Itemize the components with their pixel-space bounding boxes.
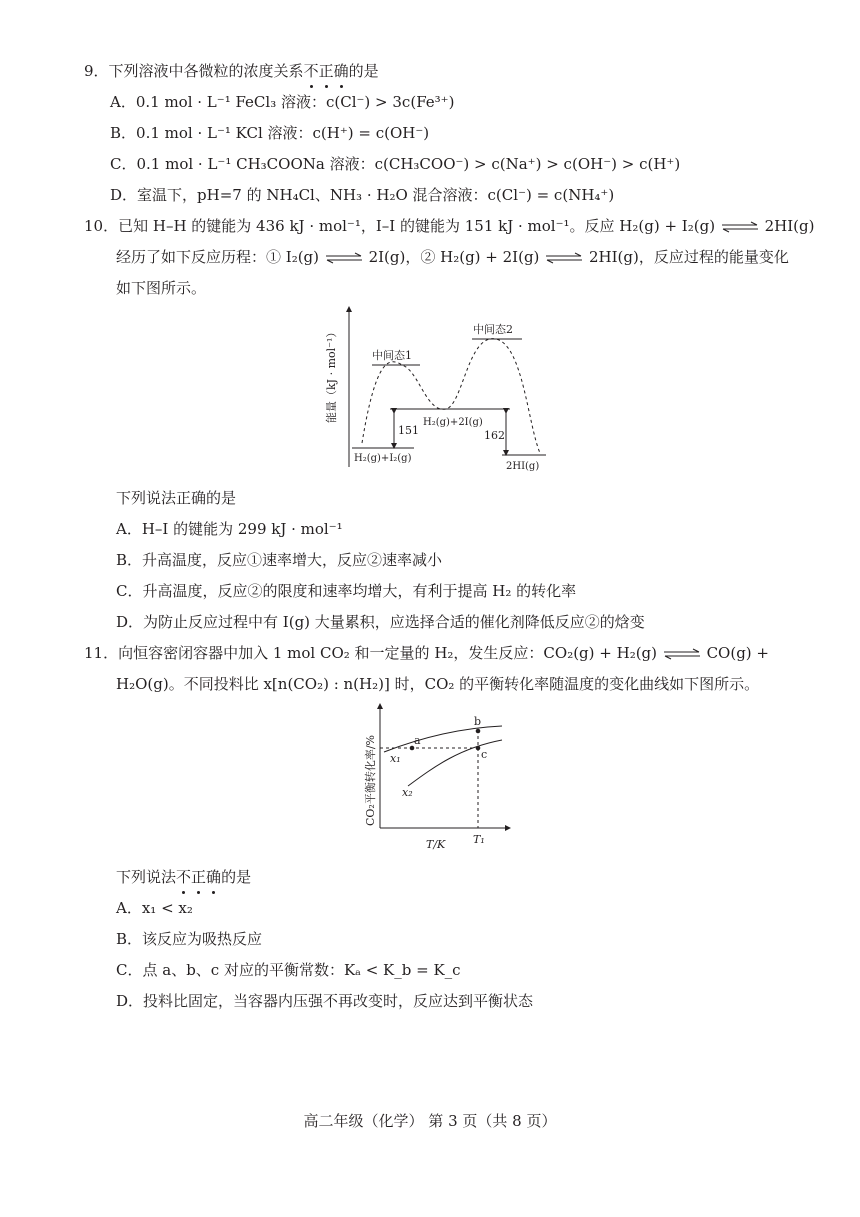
label-start: H₂(g)+I₂(g) — [354, 453, 412, 464]
label-151: 151 — [398, 424, 419, 437]
q9-emphasis: 不正确 — [303, 62, 349, 80]
q10-option-b: B．升高温度，反应①速率增大，反应②速率减小 — [116, 551, 443, 569]
page-footer: 高二年级（化学） 第 3 页（共 8 页） — [303, 1112, 557, 1130]
q10-line1: 10．已知 H–H 的键能为 436 kJ · mol⁻¹，I–I 的键能为 151 kJ · mol⁻¹。反应 H₂(g) + I₂(g) 2HI(g) — [84, 217, 815, 235]
q10-number: 10． — [84, 217, 119, 235]
q11-emphasis: 不正确 — [176, 868, 222, 886]
q11-number: 11． — [84, 644, 119, 662]
graph-ylabel: CO₂平衡转化率/% — [364, 734, 377, 826]
label-x2: x₂ — [402, 786, 413, 799]
label-c: c — [481, 748, 488, 761]
q10-option-d: D．为防止反应过程中有 I(g) 大量累积，应选择合适的催化剂降低反应②的焓变 — [116, 613, 645, 631]
q9-option-b: B．0.1 mol · L⁻¹ KCl 溶液：c(H⁺) = c(OH⁻) — [110, 124, 430, 142]
label-162: 162 — [484, 429, 505, 442]
q10-option-c: C．升高温度，反应②的限度和速率均增大，有利于提高 H₂ 的转化率 — [116, 582, 577, 600]
label-x1: x₁ — [390, 752, 401, 765]
point-c — [476, 746, 481, 751]
q9-option-a: A．0.1 mol · L⁻¹ FeCl₃ 溶液：c(Cl⁻) > 3c(Fe³⁺) — [110, 93, 455, 111]
q10-ask: 下列说法正确的是 — [116, 489, 237, 507]
q9-stem: 9．下列溶液中各微粒的浓度关系不正确的是 — [84, 62, 379, 80]
label-t1: T₁ — [473, 833, 485, 846]
label-ts1: 中间态1 — [372, 349, 412, 362]
equilibrium-arrow-icon — [662, 648, 702, 660]
diagram-ylabel: 能量（kJ · mol⁻¹） — [325, 326, 338, 423]
q11-line2: H₂O(g)。不同投料比 x[n(CO₂) : n(H₂)] 时，CO₂ 的平衡转化率随温度的变化曲线如下图所示。 — [116, 675, 760, 693]
q11-line1: 11．向恒容密闭容器中加入 1 mol CO₂ 和一定量的 H₂，发生反应：CO₂(g) + H₂(g) CO(g) + — [84, 644, 769, 662]
equilibrium-arrow-icon — [324, 252, 364, 264]
label-b: b — [474, 715, 482, 728]
point-b — [476, 729, 481, 734]
q11-option-b: B．该反应为吸热反应 — [116, 930, 263, 948]
q11-option-a: A．x₁ < x₂ — [116, 899, 193, 917]
label-xaxis: T/K — [426, 838, 446, 851]
equilibrium-arrow-icon — [544, 252, 584, 264]
q10-line2: 经历了如下反应历程：① I₂(g) 2I(g)，② H₂(g) + 2I(g) 2HI(g)，反应过程的能量变化 — [116, 248, 789, 266]
label-a: a — [414, 734, 421, 747]
label-mid: H₂(g)+2I(g) — [423, 417, 483, 428]
curve-x2 — [408, 740, 502, 786]
q9-option-c: C．0.1 mol · L⁻¹ CH₃COONa 溶液：c(CH₃COO⁻) > c(Na⁺) > c(OH⁻) > c(H⁺) — [110, 155, 681, 173]
q11-ask: 下列说法不正确的是 — [116, 868, 252, 886]
q9-number: 9． — [84, 62, 109, 80]
q10-line3: 如下图所示。 — [116, 279, 207, 297]
q9-option-d: D．室温下，pH=7 的 NH₄Cl、NH₃ · H₂O 混合溶液：c(Cl⁻) = c(NH₄⁺) — [110, 186, 615, 204]
label-end: 2HI(g) — [506, 461, 540, 472]
q10-option-a: A．H–I 的键能为 299 kJ · mol⁻¹ — [116, 520, 343, 538]
equilibrium-arrow-icon — [720, 221, 760, 233]
q11-option-d: D．投料比固定，当容器内压强不再改变时，反应达到平衡状态 — [116, 992, 534, 1010]
energy-diagram — [318, 305, 558, 475]
label-ts2: 中间态2 — [473, 323, 513, 336]
q11-option-c: C．点 a、b、c 对应的平衡常数：Kₐ < K_b = K_c — [116, 961, 461, 979]
conversion-graph — [350, 700, 530, 855]
